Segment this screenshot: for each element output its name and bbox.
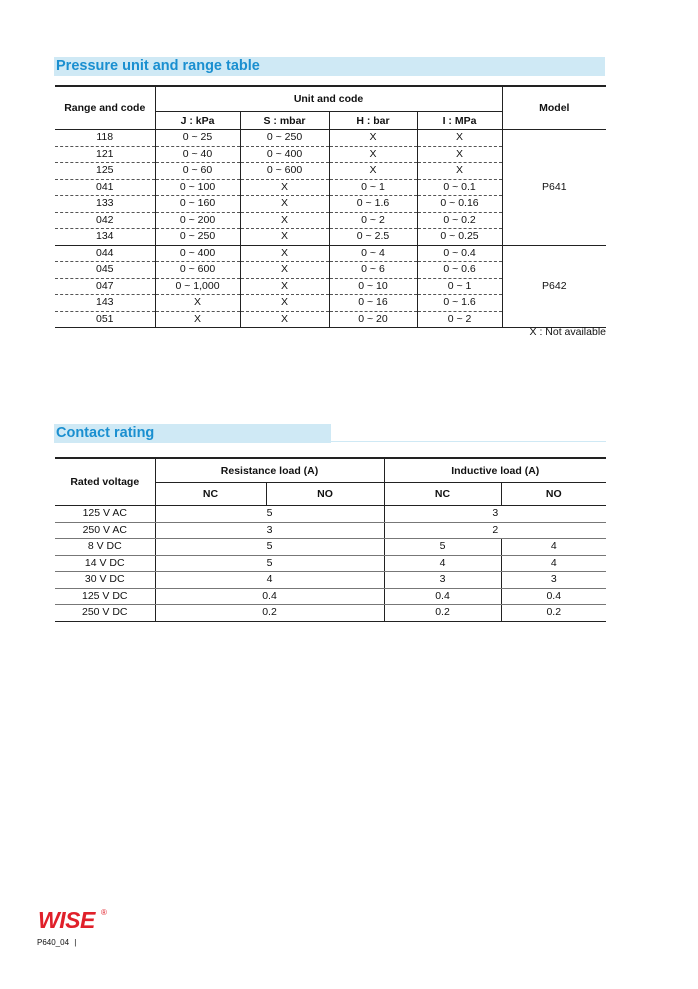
mpa-cell: 0 ~ 0.4 — [417, 245, 502, 262]
unit-mbar-header: S : mbar — [240, 112, 329, 130]
registered-mark: ® — [101, 908, 107, 917]
inductive-cell: 2 — [384, 522, 606, 539]
mbar-cell: X — [240, 295, 329, 312]
bar-cell: 0 ~ 2 — [329, 212, 417, 229]
bar-cell: 0 ~ 20 — [329, 311, 417, 328]
range-code-cell: 051 — [95, 312, 114, 325]
range-code-cell: 134 — [55, 229, 155, 246]
inductive-no-cell: 4 — [501, 555, 606, 572]
mbar-cell: X — [240, 262, 329, 279]
page-code — [37, 938, 76, 947]
voltage-cell: 250 V DC — [81, 606, 128, 619]
table-row — [55, 245, 606, 262]
unit-code-header: Unit and code — [155, 86, 502, 112]
resistance-load-header: Resistance load (A) — [155, 458, 384, 483]
voltage-cell: 250 V AC — [55, 522, 155, 539]
resistance-cell: 3 — [155, 522, 384, 539]
inductive-cell: 3 — [384, 506, 606, 523]
not-available-note: X : Not available — [529, 326, 606, 338]
bar-cell: 0 ~ 6 — [329, 262, 417, 279]
unit-kpa-header: J : kPa — [155, 112, 240, 130]
kpa-cell: 0 ~ 40 — [155, 146, 240, 163]
range-code-cell: 143 — [55, 295, 155, 312]
wise-logo-mark — [38, 906, 110, 932]
section-header-rule — [331, 441, 606, 442]
unit-mpa-header: I : MPa — [417, 112, 502, 130]
inductive-nc-cell: 0.2 — [384, 605, 501, 622]
mpa-cell: 0 ~ 1 — [417, 278, 502, 295]
model-cell-p642: P642 — [502, 245, 606, 328]
mpa-cell: 0 ~ 0.25 — [417, 229, 502, 246]
resistance-cell: 4 — [155, 572, 384, 589]
page-code-text: P640_04 — [37, 938, 70, 947]
table-row — [55, 605, 606, 622]
table-row — [55, 539, 606, 556]
inductive-nc-cell: 4 — [384, 555, 501, 572]
mpa-cell: X — [417, 146, 502, 163]
section-title-pressure: Pressure unit and range table — [56, 58, 260, 74]
inductive-load-header: Inductive load (A) — [384, 458, 606, 483]
inductive-no-header: NO — [501, 483, 606, 506]
section-header-pressure — [54, 57, 605, 76]
resistance-cell: 0.4 — [155, 588, 384, 605]
table-row — [55, 522, 606, 539]
wise-logo — [38, 906, 110, 937]
kpa-cell: X — [155, 311, 240, 328]
kpa-cell: 0 ~ 600 — [155, 262, 240, 279]
resistance-cell: 5 — [155, 539, 384, 556]
table-row — [55, 506, 606, 523]
mbar-cell: X — [240, 278, 329, 295]
mbar-cell: 0 ~ 600 — [240, 163, 329, 180]
mpa-cell: 0 ~ 1.6 — [417, 295, 502, 312]
bar-cell: 0 ~ 4 — [329, 245, 417, 262]
range-code-cell: 042 — [55, 212, 155, 229]
section-title-contact: Contact rating — [56, 425, 155, 441]
bar-cell: 0 ~ 1.6 — [329, 196, 417, 213]
range-code-cell: 045 — [55, 262, 155, 279]
mpa-cell: 0 ~ 2 — [417, 311, 502, 328]
range-code-cell: 121 — [55, 146, 155, 163]
range-code-cell: 044 — [55, 245, 155, 262]
mbar-cell: X — [240, 229, 329, 246]
unit-bar-header: H : bar — [329, 112, 417, 130]
mbar-cell: X — [240, 212, 329, 229]
logo-wordmark: WISE — [38, 907, 95, 932]
page-marker: | — [74, 938, 77, 947]
inductive-nc-cell: 0.4 — [384, 588, 501, 605]
kpa-cell: 0 ~ 60 — [155, 163, 240, 180]
mbar-cell: X — [240, 196, 329, 213]
kpa-cell: 0 ~ 1,000 — [155, 278, 240, 295]
kpa-cell: 0 ~ 250 — [155, 229, 240, 246]
table-row — [55, 555, 606, 572]
inductive-nc-cell: 3 — [384, 572, 501, 589]
mpa-cell: 0 ~ 0.16 — [417, 196, 502, 213]
resistance-cell: 5 — [155, 506, 384, 523]
resistance-nc-header: NC — [155, 483, 266, 506]
range-code-cell: 133 — [55, 196, 155, 213]
rated-voltage-header: Rated voltage — [55, 458, 155, 506]
range-code-cell: 118 — [55, 130, 155, 147]
voltage-cell: 125 V AC — [55, 506, 155, 523]
resistance-cell: 5 — [155, 555, 384, 572]
bar-cell: 0 ~ 10 — [329, 278, 417, 295]
pressure-range-table — [55, 85, 606, 328]
mpa-cell: 0 ~ 0.6 — [417, 262, 502, 279]
contact-rating-table — [55, 457, 606, 622]
inductive-nc-header: NC — [384, 483, 501, 506]
mbar-cell: 0 ~ 250 — [240, 130, 329, 147]
inductive-no-cell: 3 — [501, 572, 606, 589]
mpa-cell: X — [417, 163, 502, 180]
inductive-no-cell: 4 — [501, 539, 606, 556]
mbar-cell: X — [240, 311, 329, 328]
bar-cell: 0 ~ 16 — [329, 295, 417, 312]
table-row — [55, 588, 606, 605]
kpa-cell: 0 ~ 160 — [155, 196, 240, 213]
resistance-no-header: NO — [266, 483, 384, 506]
model-cell-p641: P641 — [502, 130, 606, 246]
kpa-cell: 0 ~ 400 — [155, 245, 240, 262]
resistance-cell: 0.2 — [155, 605, 384, 622]
mpa-cell: 0 ~ 0.2 — [417, 212, 502, 229]
mpa-cell: 0 ~ 0.1 — [417, 179, 502, 196]
bar-cell: 0 ~ 1 — [329, 179, 417, 196]
range-code-cell: 047 — [55, 278, 155, 295]
mbar-cell: X — [240, 245, 329, 262]
kpa-cell: X — [155, 295, 240, 312]
range-code-cell: 041 — [55, 179, 155, 196]
voltage-cell: 14 V DC — [55, 555, 155, 572]
kpa-cell: 0 ~ 200 — [155, 212, 240, 229]
mbar-cell: 0 ~ 400 — [240, 146, 329, 163]
inductive-nc-cell: 5 — [384, 539, 501, 556]
kpa-cell: 0 ~ 100 — [155, 179, 240, 196]
table-row — [55, 572, 606, 589]
bar-cell: X — [329, 130, 417, 147]
bar-cell: X — [329, 146, 417, 163]
range-code-header: Range and code — [55, 86, 155, 130]
voltage-cell: 30 V DC — [55, 572, 155, 589]
voltage-cell: 8 V DC — [55, 539, 155, 556]
range-code-cell: 125 — [55, 163, 155, 180]
section-header-contact — [54, 424, 331, 443]
inductive-no-cell: 0.4 — [501, 588, 606, 605]
kpa-cell: 0 ~ 25 — [155, 130, 240, 147]
inductive-no-cell: 0.2 — [501, 605, 606, 622]
bar-cell: 0 ~ 2.5 — [329, 229, 417, 246]
mbar-cell: X — [240, 179, 329, 196]
voltage-cell: 125 V DC — [55, 588, 155, 605]
table-row — [55, 130, 606, 147]
bar-cell: X — [329, 163, 417, 180]
model-header: Model — [502, 86, 606, 130]
mpa-cell: X — [417, 130, 502, 147]
